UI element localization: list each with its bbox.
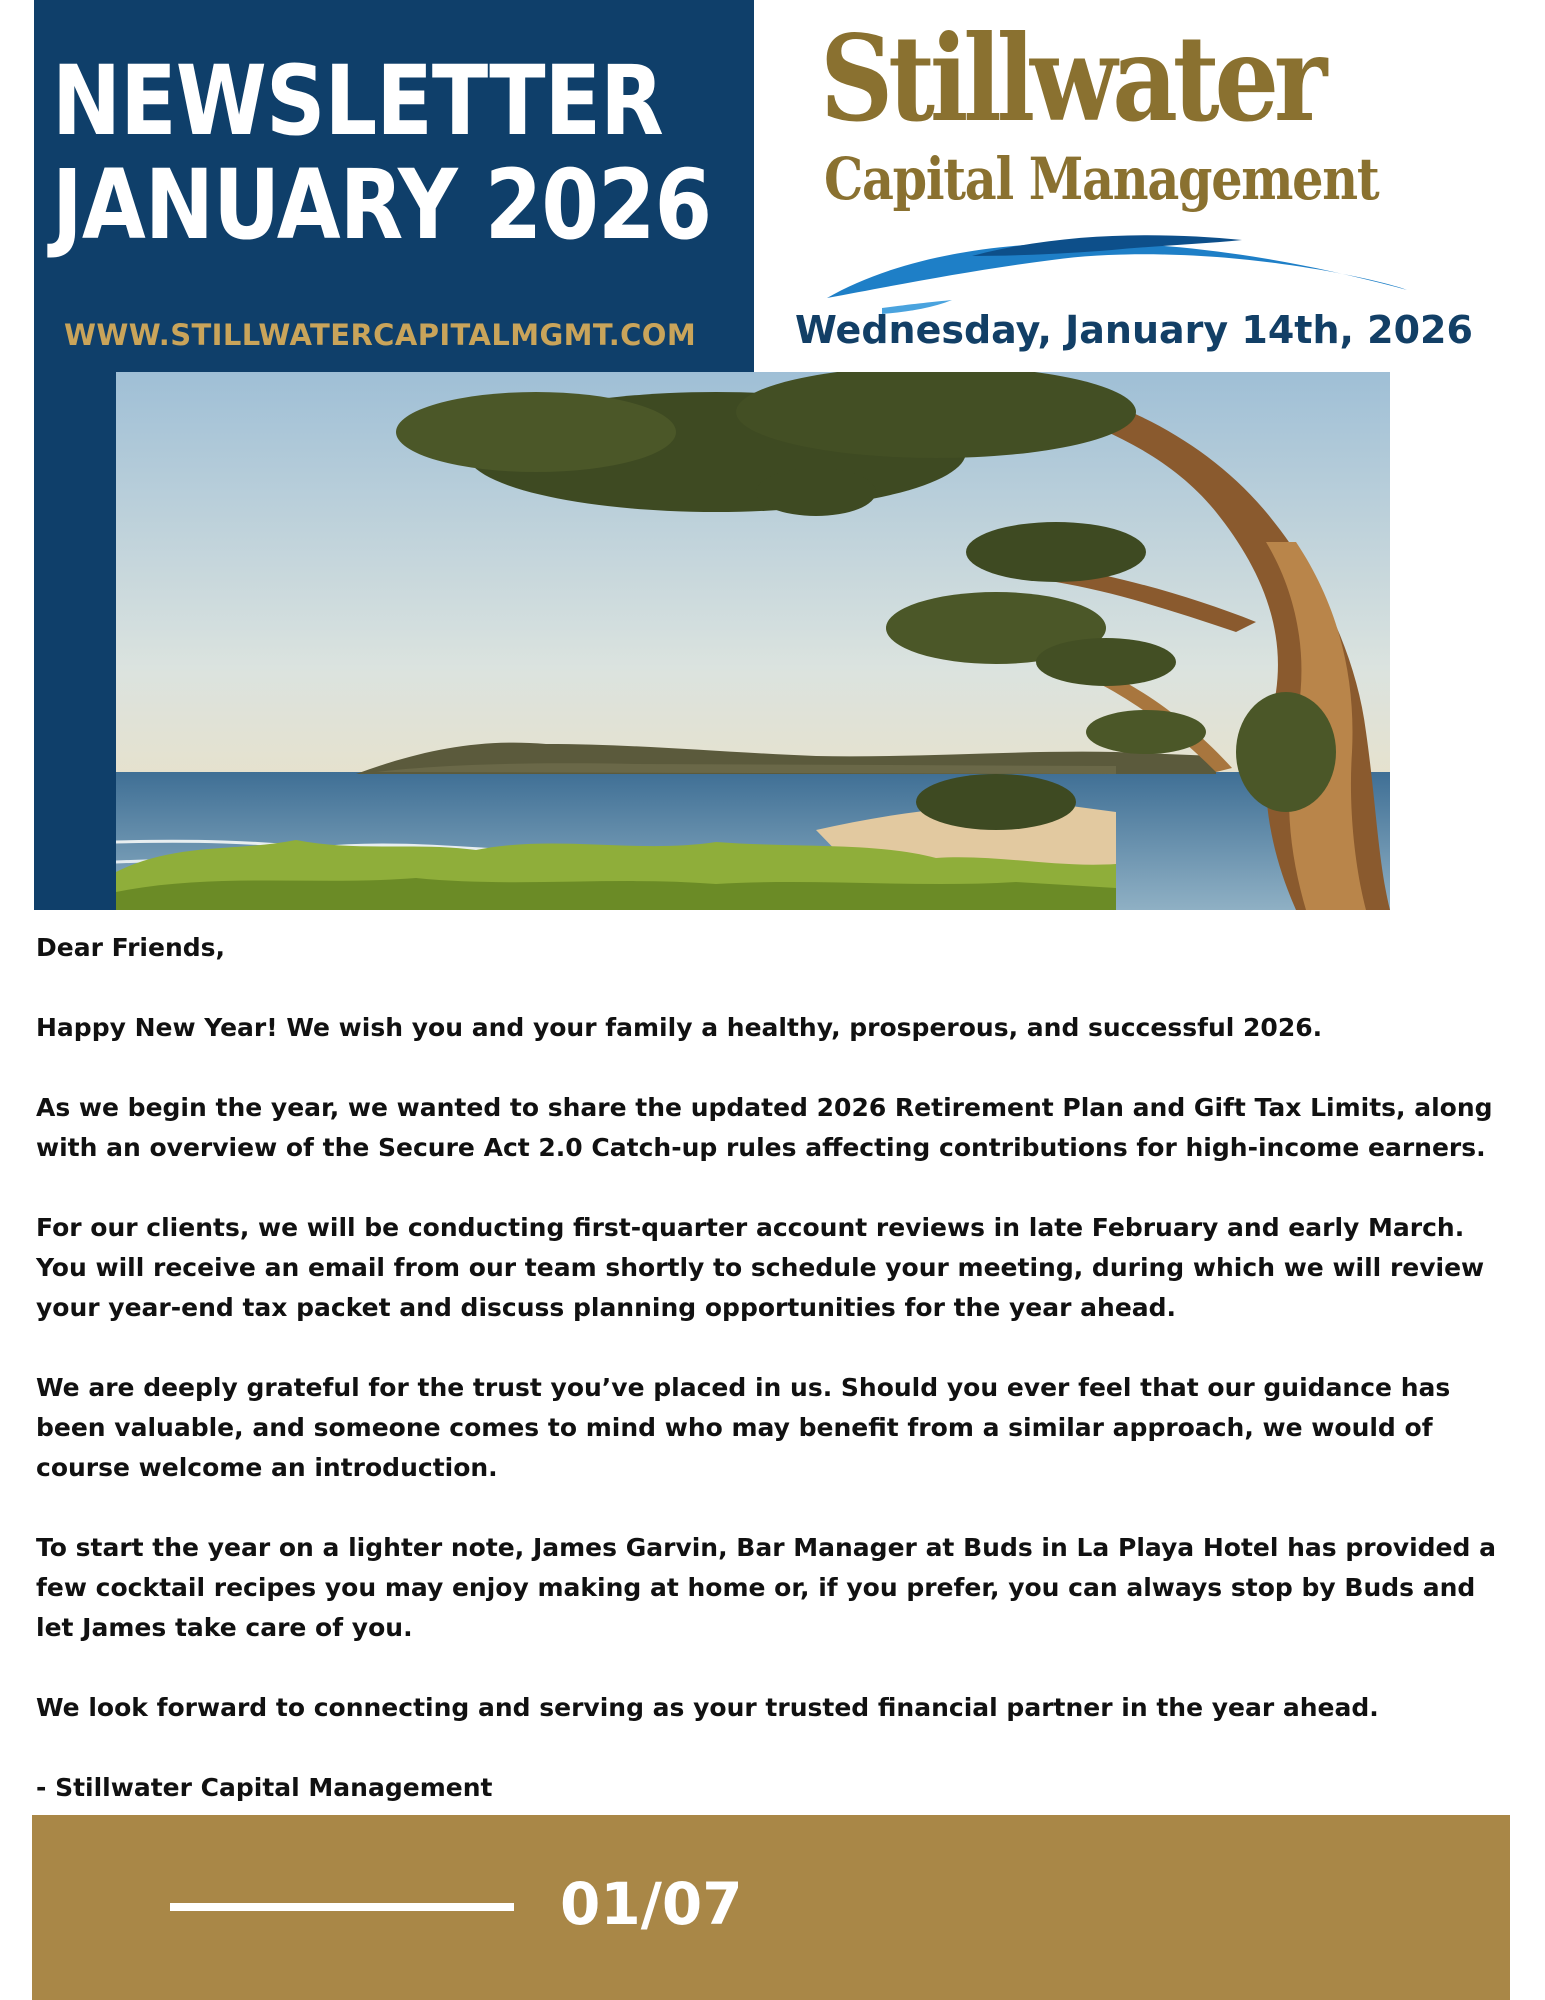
company-logo xyxy=(820,9,1430,310)
letter-paragraph: As we begin the year, we wanted to share the updated 2026 Retirement Plan and Gift Tax Limits, along with an overview of the Secure Act 2.0 Catch-up rules affecting contributions for high-income earners. xyxy=(36,1093,1493,1162)
page-number: 01/07 xyxy=(560,1870,743,1938)
letter-signature: - Stillwater Capital Management xyxy=(36,1773,493,1802)
letter-paragraph: To start the year on a lighter note, James Garvin, Bar Manager at Buds in La Playa Hotel has provided a few cocktail recipes you may enjoy making at home or, if you prefer, you can always stop by Buds and let James take care of you. xyxy=(36,1533,1496,1642)
letter-greeting: Dear Friends, xyxy=(36,933,226,962)
website-link[interactable]: WWW.STILLWATERCAPITALMGMT.COM xyxy=(64,318,697,352)
publish-date: Wednesday, January 14th, 2026 xyxy=(795,308,1473,352)
letter-body xyxy=(36,928,1516,1848)
logo-name: Stillwater xyxy=(820,9,1323,148)
letter-paragraph: We look forward to connecting and serving as your trusted financial partner in the year ahead. xyxy=(36,1693,1379,1722)
footer-divider xyxy=(170,1903,514,1911)
footer-bar xyxy=(32,1815,1510,2000)
newsletter-title-line1: NEWSLETTER xyxy=(52,45,663,157)
newsletter-title xyxy=(52,45,712,261)
newsletter-title-line2: JANUARY 2026 xyxy=(52,148,712,261)
letter-paragraph: For our clients, we will be conducting first-quarter account reviews in late February and early March. You will receive an email from our team shortly to schedule your meeting, during which we will review your year-end tax packet and discuss planning opportunities for the year ahead. xyxy=(36,1213,1485,1322)
letter-paragraph: We are deeply grateful for the trust you’ve placed in us. Should you ever feel that our guidance has been valuable, and someone comes to mind who may benefit from a similar approach, we would of course welcome an introduction. xyxy=(36,1373,1451,1482)
hero-photo xyxy=(116,372,1390,910)
letter-paragraph: Happy New Year! We wish you and your family a healthy, prosperous, and successful 2026. xyxy=(36,1013,1323,1042)
logo-subtitle: Capital Management xyxy=(824,145,1379,213)
